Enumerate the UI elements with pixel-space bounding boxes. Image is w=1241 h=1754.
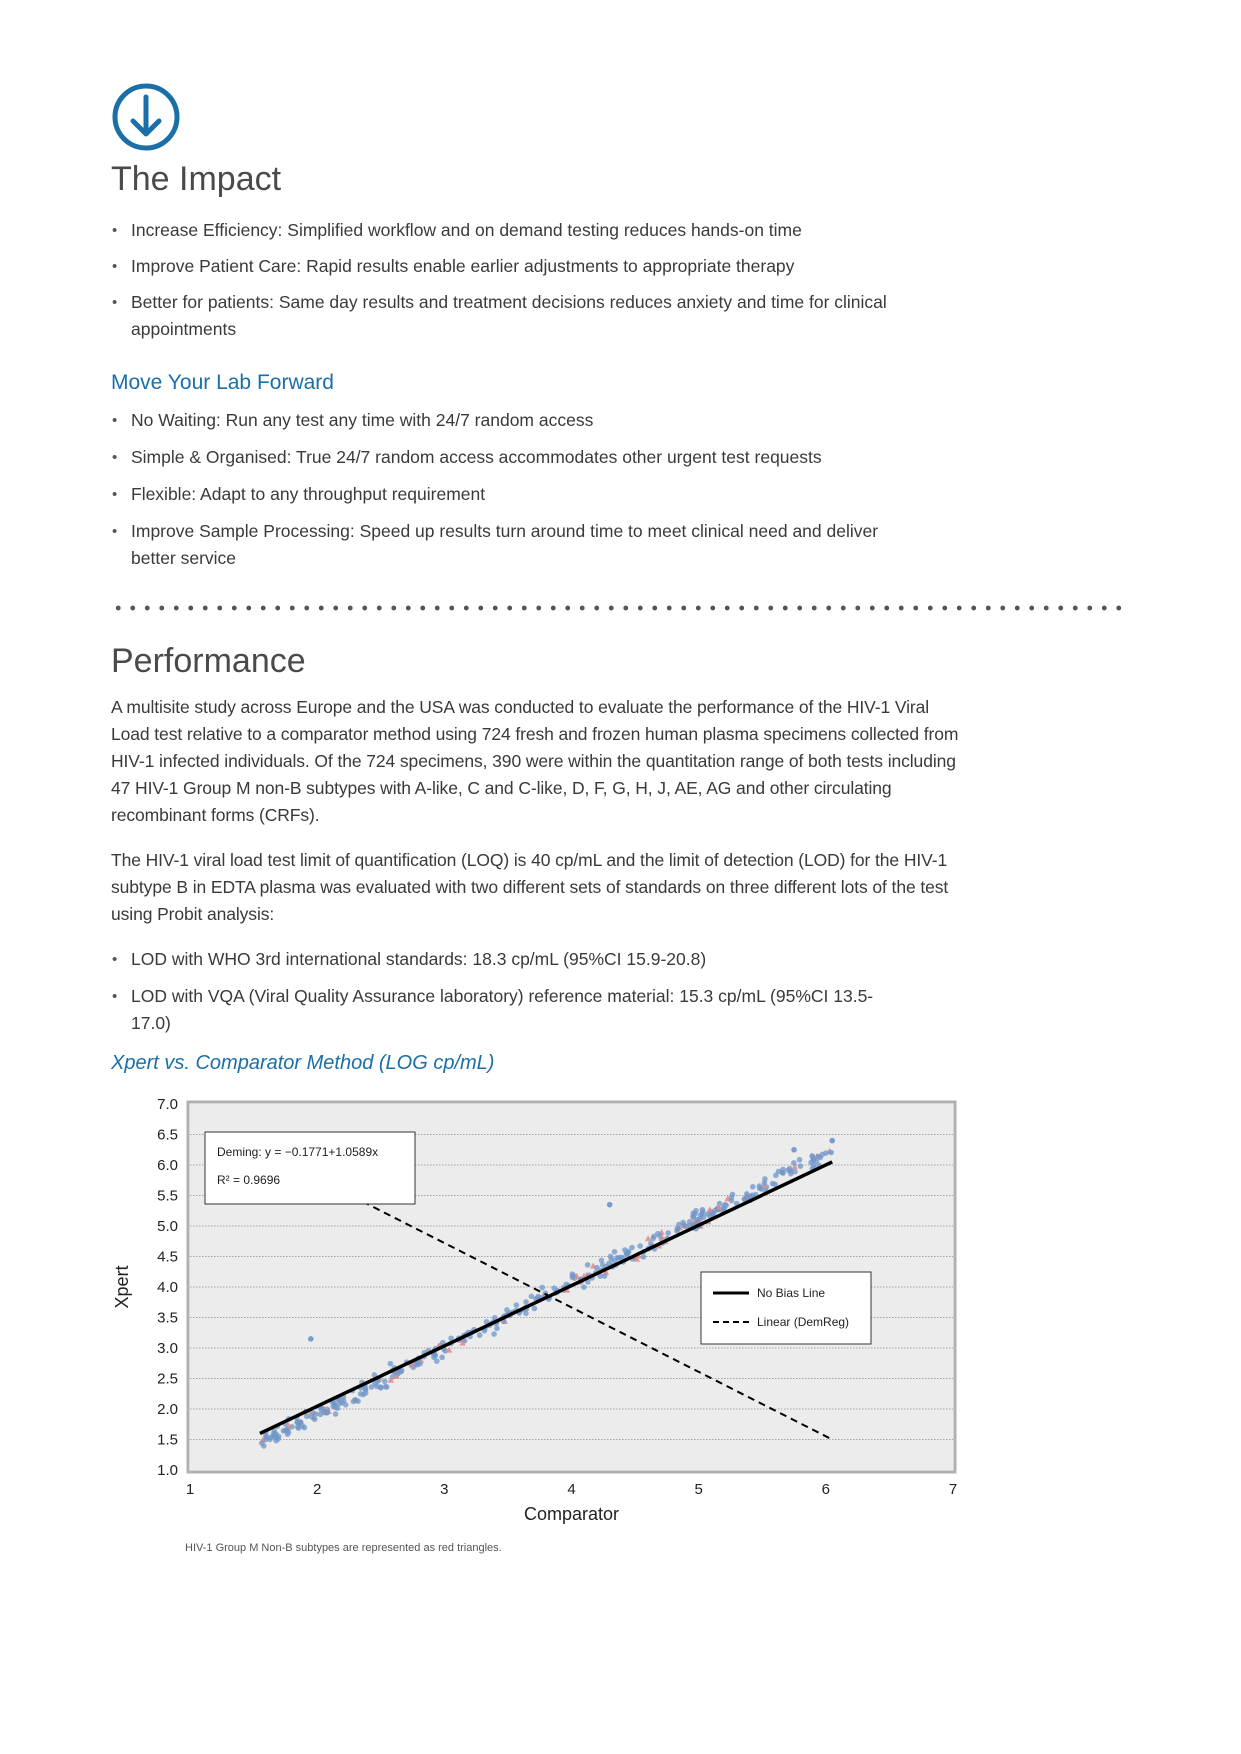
data-point — [388, 1361, 394, 1367]
y-tick-label: 5.0 — [157, 1218, 178, 1235]
list-item: • Improve Sample Processing: Speed up results turn around time to meet clinical need and deliver better service — [111, 518, 911, 572]
list-item: • No Waiting: Run any test any time with 24/7 random access — [111, 407, 911, 434]
data-point — [594, 1265, 600, 1271]
y-tick-label: 7.0 — [157, 1096, 178, 1113]
list-item: • Increase Efficiency: Simplified workflow and on demand testing reduces hands-on time — [111, 217, 911, 244]
scatter-chart — [100, 1090, 980, 1540]
data-point — [332, 1405, 338, 1411]
y-tick-label: 3.0 — [157, 1340, 178, 1357]
y-tick-label: 5.5 — [157, 1187, 178, 1205]
equation-box — [205, 1132, 415, 1204]
data-point — [514, 1302, 520, 1308]
legend-box — [701, 1272, 871, 1344]
list-item: • Flexible: Adapt to any throughput requirement — [111, 481, 911, 508]
data-point — [585, 1262, 591, 1268]
x-tick-label: 4 — [567, 1481, 576, 1498]
data-point — [318, 1407, 324, 1413]
x-tick-label: 1 — [185, 1481, 195, 1498]
data-point — [691, 1210, 697, 1216]
data-point — [665, 1230, 671, 1236]
data-point-outlier — [607, 1202, 613, 1208]
y-tick-label: 1.5 — [157, 1431, 178, 1449]
data-point — [263, 1437, 269, 1443]
data-point — [730, 1192, 736, 1198]
data-point — [600, 1262, 606, 1268]
data-point — [539, 1285, 545, 1291]
data-point — [358, 1391, 364, 1397]
x-axis-label: Comparator — [523, 1504, 620, 1524]
data-point — [532, 1306, 538, 1312]
lab-list — [111, 407, 911, 582]
data-point — [477, 1332, 483, 1338]
y-tick-label: 6.0 — [157, 1157, 178, 1174]
data-point — [259, 1440, 265, 1446]
data-point — [750, 1184, 756, 1190]
performance-title: Performance — [111, 642, 306, 680]
impact-list — [111, 217, 911, 352]
data-point — [773, 1172, 779, 1178]
list-item: • LOD with VQA (Viral Quality Assurance laboratory) reference material: 15.3 cp/mL (95%CI 13.5-17.0) — [111, 983, 911, 1037]
list-item: • Improve Patient Care: Rapid results enable earlier adjustments to appropriate therapy — [111, 253, 911, 280]
data-point — [491, 1331, 497, 1337]
data-point — [651, 1233, 657, 1239]
x-tick-label: 5 — [694, 1481, 703, 1498]
legend-label: No Bias Line — [757, 1286, 826, 1300]
impact-title: The Impact — [111, 160, 282, 198]
data-point — [787, 1166, 793, 1172]
data-point — [757, 1185, 763, 1191]
data-point — [439, 1355, 445, 1361]
y-axis-label: Xpert — [112, 1265, 132, 1309]
data-point — [762, 1180, 768, 1186]
data-point — [701, 1214, 707, 1220]
legend-label: Linear (DemReg) — [757, 1315, 850, 1329]
x-tick-label: 7 — [948, 1481, 958, 1498]
data-point — [791, 1160, 797, 1166]
data-point — [797, 1157, 803, 1163]
data-point — [318, 1412, 324, 1418]
data-point — [682, 1223, 688, 1229]
data-point — [337, 1401, 343, 1407]
data-point — [523, 1299, 529, 1305]
r-squared-text: R² = 0.9696 — [217, 1173, 281, 1187]
data-point-outlier — [308, 1336, 314, 1342]
list-item: • Better for patients: Same day results and treatment decisions reduces anxiety and time for clinical appointments — [111, 289, 911, 343]
data-point — [355, 1398, 361, 1404]
y-tick-label: 4.5 — [157, 1248, 178, 1266]
data-point — [744, 1191, 750, 1197]
y-tick-label: 6.5 — [157, 1126, 178, 1144]
performance-paragraph-2: The HIV-1 viral load test limit of quantification (LOQ) is 40 cp/mL and the limit of detection (LOD) for the HIV-1 subtype B in EDTA plasma was evaluated with two different sets of standards on three different lots of the test using Probit analysis: — [111, 850, 949, 924]
data-point — [809, 1153, 815, 1159]
y-tick-label: 2.0 — [157, 1401, 178, 1418]
x-tick-label: 3 — [440, 1481, 449, 1498]
data-point — [722, 1202, 728, 1208]
x-tick-label: 2 — [312, 1481, 322, 1498]
y-tick-label: 1.0 — [157, 1462, 178, 1479]
dotted-divider — [111, 605, 1126, 611]
x-tick-label: 6 — [821, 1481, 831, 1498]
data-point — [602, 1273, 608, 1279]
data-point-outlier — [829, 1138, 835, 1144]
y-tick-label: 4.0 — [157, 1279, 178, 1296]
chart-title: Xpert vs. Comparator Method (LOG cp/mL) — [111, 1052, 495, 1074]
data-point — [382, 1379, 388, 1385]
data-point-outlier — [791, 1147, 797, 1153]
data-point — [780, 1170, 786, 1176]
data-point — [616, 1255, 622, 1261]
list-item: • LOD with WHO 3rd international standards: 18.3 cp/mL (95%CI 15.9-20.8) — [111, 946, 911, 973]
y-tick-label: 3.5 — [157, 1309, 178, 1327]
data-point — [637, 1243, 643, 1249]
arrow-down-circle-icon — [111, 82, 181, 152]
data-point — [494, 1326, 500, 1332]
equation-text: Deming: y = −0.1771+1.0589x — [217, 1145, 379, 1159]
data-point — [608, 1254, 614, 1260]
data-point — [273, 1431, 279, 1437]
data-point — [296, 1421, 302, 1427]
chart-footnote: HIV-1 Group M Non-B subtypes are represented as red triangles. — [185, 1542, 502, 1554]
y-tick-label: 2.5 — [157, 1370, 178, 1388]
data-point — [828, 1150, 834, 1156]
data-point — [792, 1169, 798, 1175]
performance-paragraph-1: A multisite study across Europe and the USA was conducted to evaluate the performance of the HIV-1 Viral Load test relative to a comparator method using 724 fresh and frozen human plasma specimens collected from HIV-1 infected individuals. Of the 724 specimens, 390 were within the quantitation range of both tests including 47 HIV-1 Group M non-B subtypes with A-like, C and C-like, D, F, G, H, J, AE, AG and other circulating recombinant forms (CRFs). — [111, 697, 959, 825]
data-point — [612, 1249, 618, 1255]
data-point — [304, 1414, 310, 1420]
data-point — [569, 1271, 575, 1277]
data-point — [641, 1254, 647, 1260]
lab-section-title: Move Your Lab Forward — [111, 371, 334, 394]
lod-list — [111, 946, 911, 1047]
list-item: • Simple & Organised: True 24/7 random access accommodates other urgent test requests — [111, 444, 911, 471]
data-point — [581, 1284, 587, 1290]
data-point — [333, 1411, 339, 1417]
data-point — [798, 1163, 804, 1169]
data-point — [378, 1385, 384, 1391]
data-point — [302, 1425, 308, 1431]
data-point — [629, 1245, 635, 1251]
